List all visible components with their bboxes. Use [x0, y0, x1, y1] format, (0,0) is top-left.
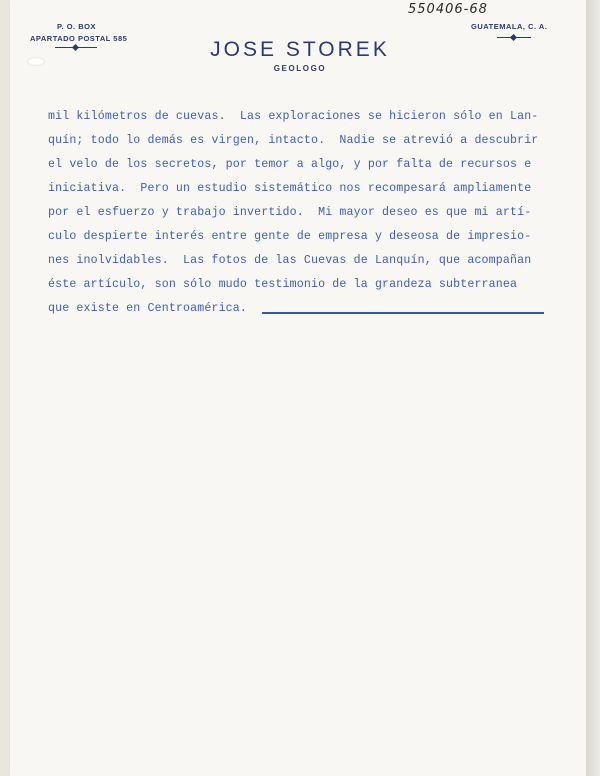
body-line: culo despierte interés entre gente de empresa y deseosa de impresio- — [48, 230, 532, 243]
body-line: por el esfuerzo y trabajo invertido. Mi mayor deseo es que mi artí- — [48, 206, 532, 219]
body-line: el velo de los secretos, por temor a algo, y por falta de recursos e — [48, 158, 532, 171]
po-box-label: P. O. BOX — [57, 22, 96, 31]
body-line: mil kilómetros de cuevas. Las exploraciones se hicieron sólo en Lan- — [48, 110, 539, 123]
end-of-text-rule — [262, 312, 544, 314]
body-line: éste artículo, son sólo mudo testimonio de la grandeza subterranea — [48, 278, 518, 291]
body-line: quín; todo lo demás es virgen, intacto. Nadie se atrevió a descubrir — [48, 134, 539, 147]
body-line: iniciativa. Pero un estudio sistemático nos recompesará ampliamente — [48, 182, 532, 195]
apartado-postal-label: APARTADO POSTAL 585 — [30, 34, 128, 43]
letterhead-name: JOSE STOREK — [210, 38, 390, 61]
archive-number: 550406-68 — [408, 2, 488, 17]
body-line: nes inolvidables. Las fotos de las Cuevas de Lanquín, que acompañan — [48, 254, 532, 267]
page-edge — [586, 0, 600, 776]
letterhead-profession: GEOLOGO — [273, 64, 327, 73]
body-line: que existe en Centroamérica. — [48, 302, 248, 315]
location-label: GUATEMALA, C. A. — [471, 22, 548, 31]
